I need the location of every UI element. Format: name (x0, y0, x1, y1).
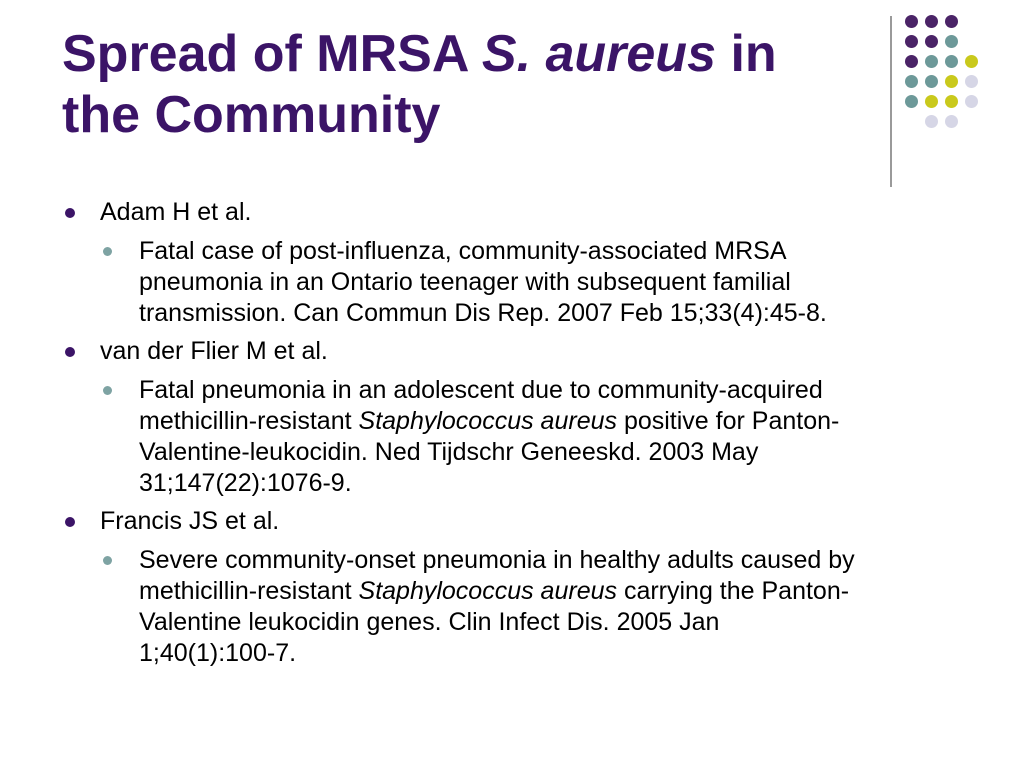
citation-line: methicillin-resistant Staphylococcus aureus positive for Panton- (139, 407, 840, 435)
reference-author-3: Francis JS et al. (100, 507, 280, 535)
citation-line: pneumonia in an Ontario teenager with subsequent familial (139, 268, 791, 296)
title-text: Spread of MRSA (62, 25, 482, 83)
title-italic-organism: S. aureus (481, 25, 716, 83)
citation-line: Valentine leukocidin genes. Clin Infect Dis. 2005 Jan (139, 608, 720, 636)
reference-citation-3 (139, 545, 959, 669)
reference-citation-2 (139, 375, 959, 499)
reference-author-2: van der Flier M et al. (100, 337, 328, 365)
title-text: the Community (62, 86, 441, 144)
citation-line: Fatal pneumonia in an adolescent due to community-acquired (139, 376, 823, 404)
citation-line: methicillin-resistant Staphylococcus aureus carrying the Panton- (139, 577, 850, 605)
citation-line: transmission. Can Commun Dis Rep. 2007 Feb 15;33(4):45-8. (139, 299, 827, 327)
title-text: in (716, 25, 777, 83)
citation-line: 1;40(1):100-7. (139, 639, 297, 667)
reference-citation-1 (139, 236, 959, 329)
citation-line: Valentine-leukocidin. Ned Tijdschr Geneeskd. 2003 May (139, 438, 759, 466)
citation-line: Fatal case of post-influenza, community-associated MRSA (139, 237, 787, 265)
reference-author-1: Adam H et al. (100, 198, 252, 226)
citation-line: 31;147(22):1076-9. (139, 469, 352, 497)
citation-line: Severe community-onset pneumonia in healthy adults caused by (139, 546, 855, 574)
